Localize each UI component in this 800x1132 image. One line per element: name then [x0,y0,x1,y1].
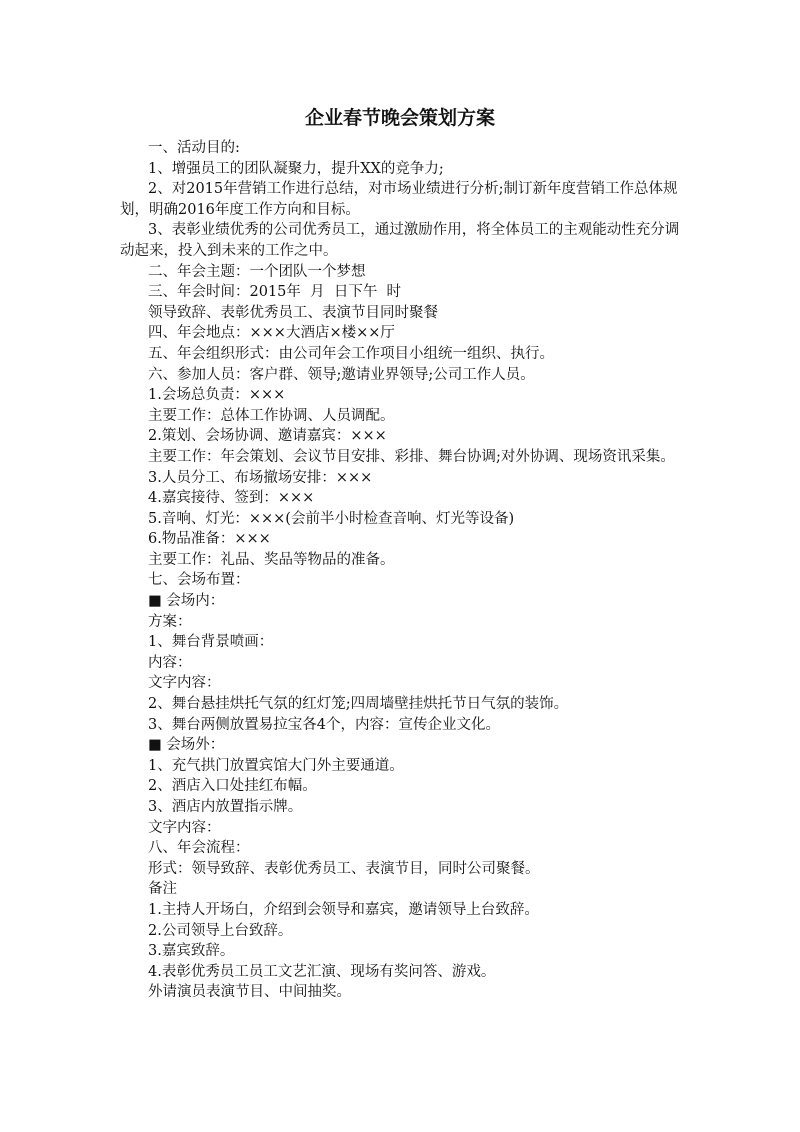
document-line: 二、年会主题：一个团队一个梦想 [148,263,366,280]
document-line: 4.嘉宾接待、签到：××× [148,490,315,507]
document-line: 领导致辞、表彰优秀员工、表演节目同时聚餐 [148,304,438,321]
document-line: 2.策划、会场协调、邀请嘉宾：××× [148,428,387,445]
document-line: 3.嘉宾致辞。 [148,943,235,960]
document-line: 2、舞台悬挂烘托气氛的红灯笼;四周墙壁挂烘托节日气氛的装饰。 [148,696,569,713]
document-line: 4.表彰优秀员工员工文艺汇演、现场有奖问答、游戏。 [148,963,496,980]
document-line: 文字内容： [148,819,221,836]
document-line: 1、增强员工的团队凝聚力，提升XX的竞争力; [148,160,444,177]
document-line: 文字内容： [148,675,221,692]
document-line: 四、年会地点：×××大酒店×楼××厅 [148,325,395,342]
document-line: ■ 会场外： [148,737,225,754]
document-line: 3.人员分工、布场撤场安排：××× [148,469,373,486]
document-line: 三、年会时间：2015年 月 日下午 时 [148,284,402,301]
document-line: 6.物品准备：××× [148,531,271,548]
document-line: 2、对2015年营销工作进行总结，对市场业绩进行分析;制订新年度营销工作总体规划，明确2016年度工作方向和目标。 [120,181,678,218]
document-line: 备注 [148,881,177,898]
document-line: 六、参加人员：客户群、领导;邀请业界领导;公司工作人员。 [148,366,535,383]
document-line: 3、酒店内放置指示牌。 [148,799,303,815]
document-line: 3、表彰业绩优秀的公司优秀员工，通过激励作用，将全体员工的主观能动性充分调动起来，投入到未来的工作之中。 [120,222,680,259]
document-line: 2.公司领导上台致辞。 [148,922,293,939]
document-line: 外请演员表演节目、中间抽奖。 [148,984,351,1001]
document-line: 八、年会流程： [148,840,250,857]
document-line: ■ 会场内： [148,593,225,610]
document-line: 主要工作：礼品、奖品等物品的准备。 [148,551,395,568]
document-line: 一、活动目的: [148,140,240,156]
document-title: 企业春节晚会策划方案 [304,107,495,129]
document-line: 1、舞台背景喷画： [148,634,274,651]
document-body [120,138,688,1003]
document-line: 形式：领导致辞、表彰优秀员工、表演节目，同时公司聚餐。 [148,860,540,877]
document-line: 七、会场布置： [148,572,250,589]
document-line: 3、舞台两侧放置易拉宝各4个，内容：宣传企业文化。 [148,716,500,733]
document-line: 主要工作：年会策划、会议节目安排、彩排、舞台协调;对外协调、现场资讯采集。 [148,448,675,465]
document-line: 内容： [148,654,192,671]
document-line: 1.会场总负责：××× [148,387,286,404]
document-line: 1.主持人开场白，介绍到会领导和嘉宾，邀请领导上台致辞。 [148,901,539,918]
document-line: 2、酒店入口处挂红布幅。 [148,778,317,795]
document-line: 5.音响、灯光：×××(会前半小时检查音响、灯光等设备) [148,510,515,527]
document-line: 主要工作：总体工作协调、人员调配。 [148,407,395,424]
document-line: 五、年会组织形式：由公司年会工作项目小组统一组织、执行。 [148,345,554,362]
document-line: 方案： [148,613,192,630]
document-line: 1、充气拱门放置宾馆大门外主要通道。 [148,757,404,774]
